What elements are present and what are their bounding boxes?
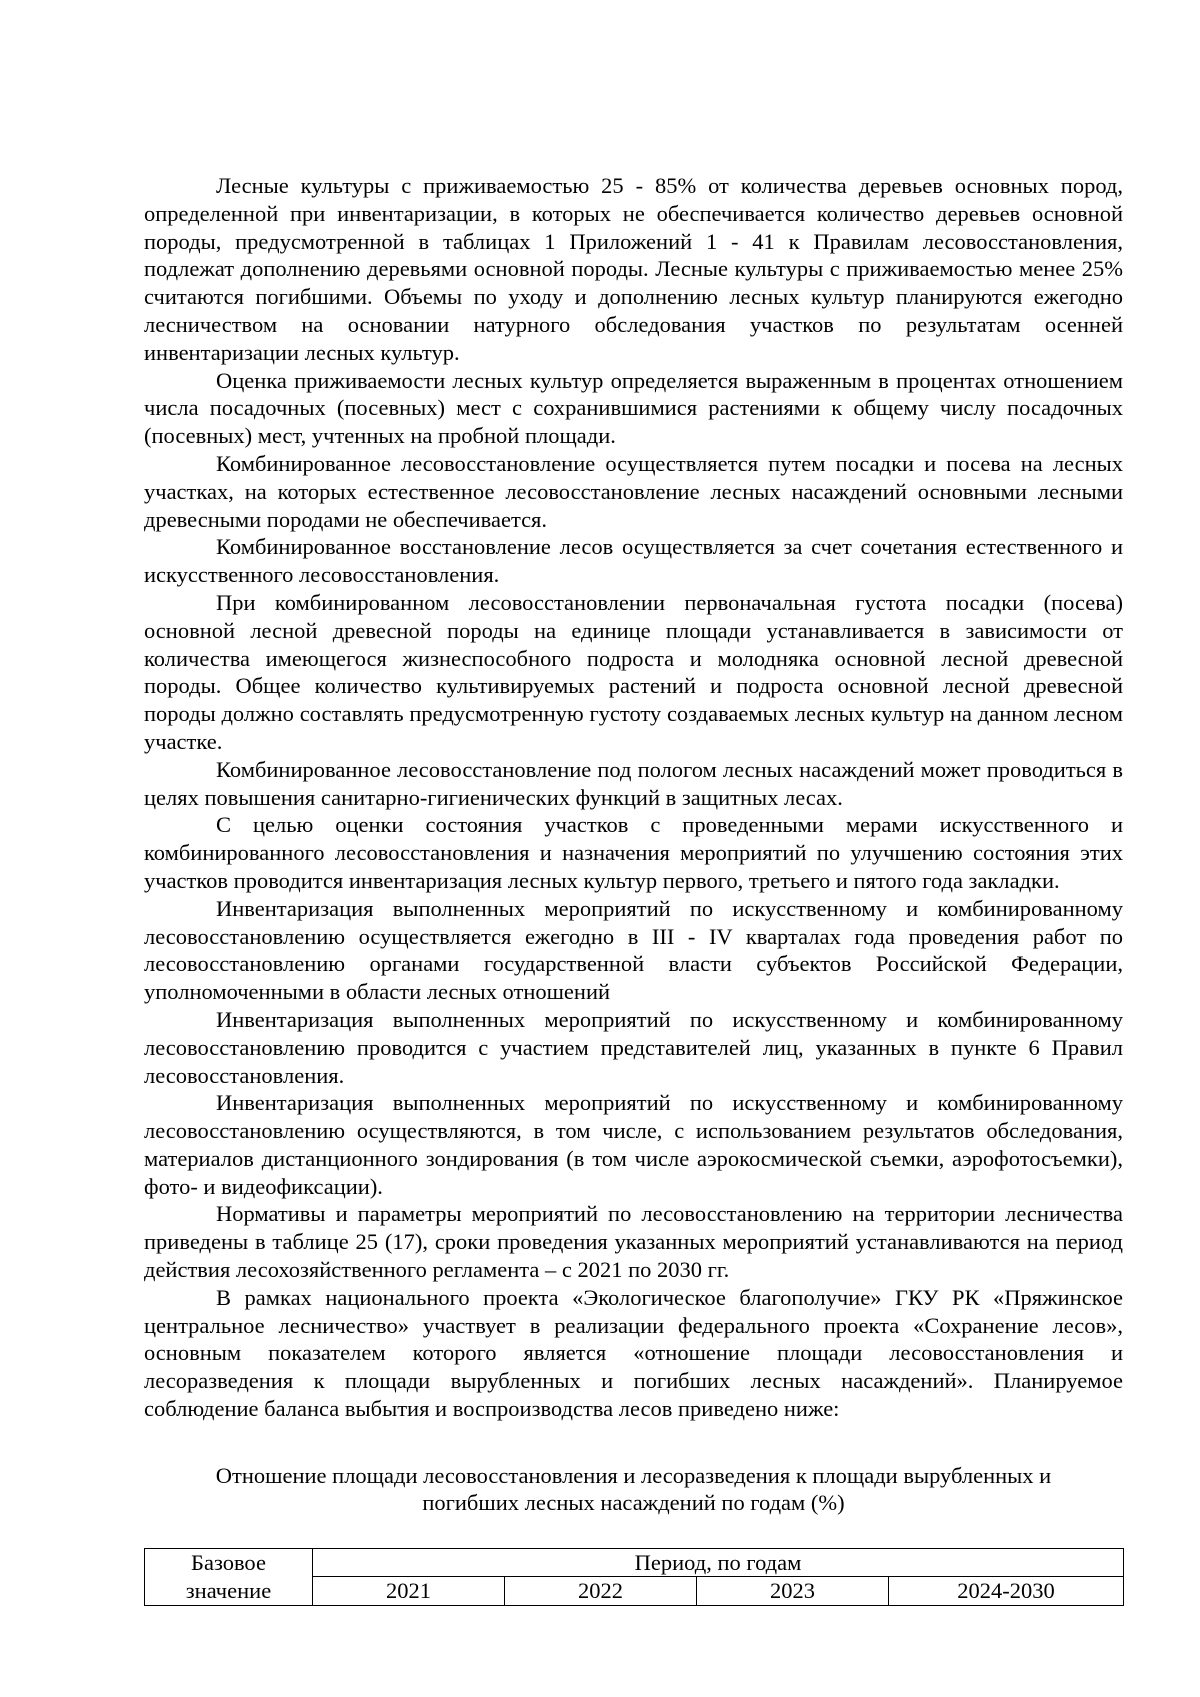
base-value-header-line1: Базовое	[191, 1549, 266, 1575]
document-page	[144, 172, 1123, 1606]
periods-table	[144, 1548, 1124, 1606]
paragraph-9: Инвентаризация выполненных мероприятий по искусственному и комбинированному лесовосстановлению проводится с участием представителей лиц, указанных в пункте 6 Правил лесовосстановления.	[144, 1006, 1123, 1088]
paragraph-4: Комбинированное восстановление лесов осуществляется за счет сочетания естественного и искусственного лесовосстановления.	[144, 534, 1123, 588]
year-cell-2021: 2021	[313, 1577, 505, 1606]
base-value-header	[145, 1548, 313, 1605]
year-cell-2023: 2023	[697, 1577, 889, 1606]
base-value-header-line2: значение	[185, 1577, 272, 1603]
paragraph-7: С целью оценки состояния участков с проведенными мерами искусственного и комбинированного лесовосстановления и назначения мероприятий по улучшению состояния этих участков проводится инвентаризация лесных культур первого, третьего и пятого года закладки.	[144, 812, 1123, 893]
paragraph-12: В рамках национального проекта «Экологическое благополучие» ГКУ РК «Пряжинское центральное лесничество» участвует в реализации федерального проекта «Сохранение лесов», основным показателем которого является «отношение площади лесовосстановления и лесоразведения к площади вырубленных и погибших лесных насаждений». Планируемое соблюдение баланса выбытия и воспроизводства лесов приведено ниже:	[144, 1284, 1123, 1422]
table-caption: Отношение площади лесовосстановления и лесоразведения к площади вырубленных и погибших лесных насаждений по годам (%)	[215, 1462, 1052, 1516]
paragraph-3: Комбинированное лесовосстановление осуществляется путем посадки и посева на лесных участках, на которых естественное лесовосстановление лесных насаждений основными лесными древесными породами не обеспечивается.	[144, 450, 1123, 532]
year-cell-2024-2030: 2024-2030	[889, 1577, 1124, 1606]
paragraph-11: Нормативы и параметры мероприятий по лесовосстановлению на территории лесничества приведены в таблице 25 (17), сроки проведения указанных мероприятий устанавливаются на период действия лесохозяйственного регламента – с 2021 по 2030 гг.	[144, 1201, 1123, 1283]
year-cell-2022: 2022	[505, 1577, 697, 1606]
paragraph-6: Комбинированное лесовосстановление под пологом лесных насаждений может проводиться в целях повышения санитарно-гигиенических функций в защитных лесах.	[144, 756, 1123, 810]
paragraph-10: Инвентаризация выполненных мероприятий по искусственному и комбинированному лесовосстановлению осуществляются, в том числе, с использованием результатов обследования, материалов дистанционного зондирования (в том числе аэрокосмической съемки, аэрофотосъемки), фото- и видеофиксации).	[144, 1090, 1123, 1199]
table-header-row	[145, 1548, 1124, 1577]
paragraph-2: Оценка приживаемости лесных культур определяется выраженным в процентах отношением числа посадочных (посевных) мест с сохранившимися растениями к общему числу посадочных (посевных) мест, учтенных на пробной площади.	[144, 367, 1123, 449]
paragraph-5: При комбинированном лесовосстановлении первоначальная густота посадки (посева) основной лесной древесной породы на единице площади устанавливается в зависимости от количества имеющегося жизнеспособного подроста и молодняка основной лесной древесной породы. Общее количество культивируемых растений и подроста основной лесной древесной породы должно составлять предусмотренную густоту создаваемых лесных культур на данном лесном участке.	[144, 589, 1123, 754]
paragraph-8: Инвентаризация выполненных мероприятий по искусственному и комбинированному лесовосстановлению осуществляется ежегодно в III - IV кварталах года проведения работ по лесовосстановлению органами государственной власти субъектов Российской Федерации, уполномоченными в области лесных отношений	[144, 895, 1123, 1005]
paragraph-1: Лесные культуры с приживаемостью 25 - 85% от количества деревьев основных пород, определенной при инвентаризации, в которых не обеспечивается количество деревьев основной породы, предусмотренной в таблицах 1 Приложений 1 - 41 к Правилам лесовосстановления, подлежат дополнению деревьями основной породы. Лесные культуры с приживаемостью менее 25% считаются погибшими. Объемы по уходу и дополнению лесных культур планируются ежегодно лесничеством на основании натурного обследования участков по результатам осенней инвентаризации лесных культур.	[144, 173, 1123, 365]
period-header: Период, по годам	[313, 1548, 1124, 1577]
